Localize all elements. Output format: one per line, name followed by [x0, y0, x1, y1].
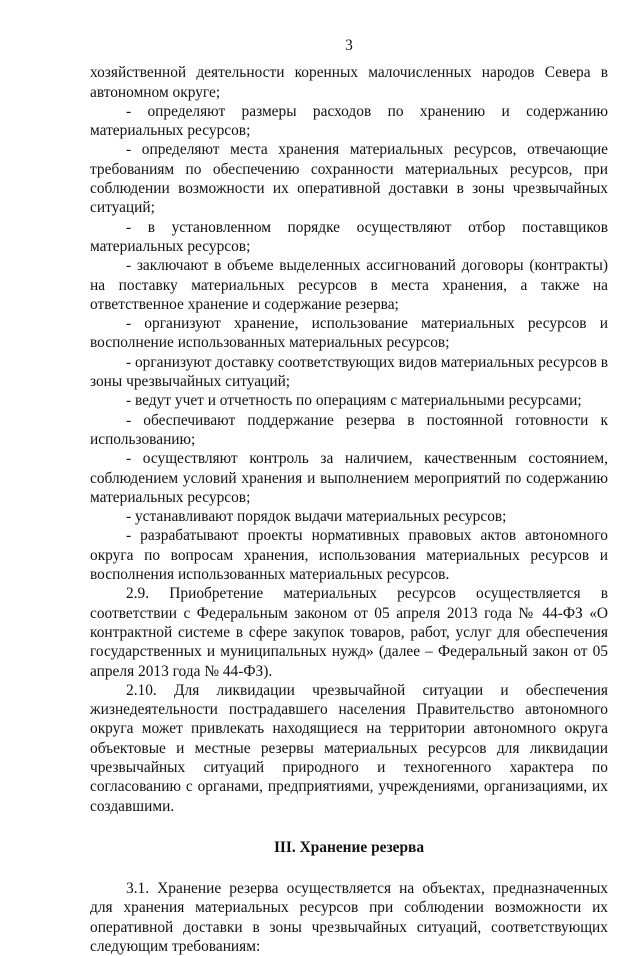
list-item: - в установленном порядке осуществляют отбор поставщиков материальных ресурсов;: [90, 218, 608, 255]
list-item: - ведут учет и отчетность по операциям с материальными ресурсами;: [126, 392, 582, 410]
list-item: - заключают в объеме выделенных ассигнований договоры (контракты) на поставку материальных ресурсов в места хранения, а также на ответственное хранение и содержание резерва;: [90, 257, 608, 313]
paragraph-continuation: хозяйственной деятельности коренных малочисленных народов Севера в автономном округе;: [90, 64, 608, 101]
clause-2-9: 2.9. Приобретение материальных ресурсов осуществляется в соответствии с Федеральным законом от 05 апреля 2013 года № 44-ФЗ «О контрактной системе в сфере закупок товаров, работ, услуг для обеспечения государственных и муниципальных нужд» (далее – Федеральный закон от 05 апреля 2013 года № 44-ФЗ).: [90, 585, 608, 680]
list-item: - определяют места хранения материальных ресурсов, отвечающие требованиям по обеспечению сохранности материальных ресурсов, при соблюдении возможности их оперативной доставки в зоны чрезвычайных ситуаций;: [90, 141, 608, 217]
list-item: - осуществляют контроль за наличием, качественным состоянием, соблюдением условий хранения и выполнением мероприятий по содержанию материальных ресурсов;: [90, 450, 608, 506]
list-item: - организуют доставку соответствующих видов материальных ресурсов в зоны чрезвычайных ситуаций;: [90, 353, 608, 391]
clause-2-10: 2.10. Для ликвидации чрезвычайной ситуации и обеспечения жизнедеятельности пострадавшего населения Правительство автономного округа может привлекать находящиеся на территории автономного округа объектовые и местные резервы материальных ресурсов для ликвидации чрезвычайных ситуаций природного и техногенного характера по согласованию с органами, предприятиями, учреждениями, организациями, их создавшими.: [90, 681, 608, 815]
list-item: - разрабатывают проекты нормативных правовых актов автономного округа по вопросам хранения, использования материальных ресурсов и восполнения использованных материальных ресурсов.: [90, 527, 608, 584]
list-item: - обеспечивают поддержание резерва в постоянной готовности к использованию;: [90, 411, 608, 448]
section-heading: III. Хранение резерва: [273, 838, 425, 856]
page-number: 3: [345, 37, 353, 54]
list-item: - устанавливают порядок выдачи материальных ресурсов;: [126, 508, 507, 526]
document-page: [90, 36, 608, 956]
list-item: - организуют хранение, использование материальных ресурсов и восполнение использованных материальных ресурсов;: [90, 315, 608, 352]
clause-3-1: 3.1. Хранение резерва осуществляется на объектах, предназначенных для хранения материальных ресурсов при соблюдении возможности их оперативной доставки в зоны чрезвычайных ситуаций, соответствующих следующим требованиям:: [90, 880, 608, 956]
list-item: - определяют размеры расходов по хранению и содержанию материальных ресурсов;: [90, 102, 608, 140]
